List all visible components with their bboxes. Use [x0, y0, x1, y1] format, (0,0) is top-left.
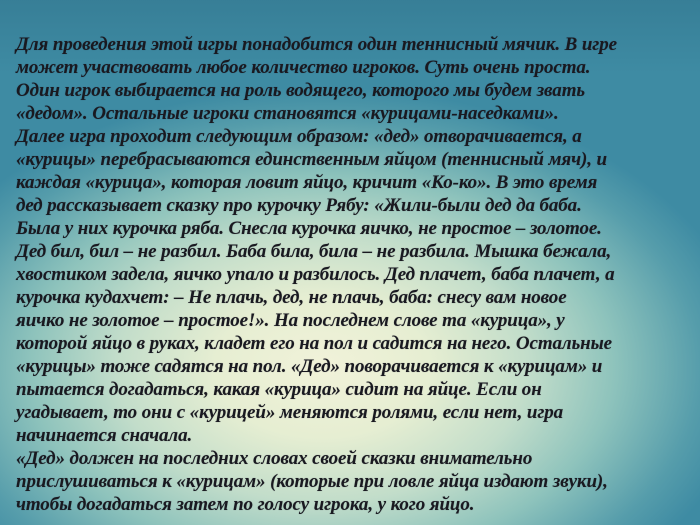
text-line: каждая «курица», которая ловит яйцо, кричит «Ко-ко». В это время: [16, 172, 598, 193]
text-line: «Дед» должен на последних словах своей сказки внимательно: [16, 448, 533, 469]
text-line: Один игрок выбирается на роль водящего, которого мы будем звать: [16, 80, 585, 101]
text-line: которой яйцо в руках, кладет его на пол и садится на него. Остальные: [16, 333, 613, 354]
text-line: курочка кудахчет: – Не плачь, дед, не плачь, баба: снесу вам новое: [16, 287, 567, 308]
text-line: «курицы» тоже садятся на пол. «Дед» поворачивается к «курицам» и: [16, 356, 603, 377]
text-line: Для проведения этой игры понадобится один теннисный мячик. В игре: [16, 34, 617, 55]
text-line: угадывает, то они с «курицей» меняются ролями, если нет, игра: [16, 402, 564, 423]
text-line: яичко не золотое – простое!». На последнем слове та «курица», у: [16, 310, 565, 331]
text-line: начинается сначала.: [16, 425, 193, 446]
slide-text-block: [16, 33, 694, 516]
text-line: Далее игра проходит следующим образом: «дед» отворачивается, а: [16, 126, 582, 147]
text-line: может участвовать любое количество игроков. Суть очень проста.: [16, 57, 591, 78]
text-line: хвостиком задела, яичко упало и разбилось. Дед плачет, баба плачет, а: [16, 264, 615, 285]
text-line: Была у них курочка ряба. Снесла курочка яичко, не простое – золотое.: [16, 218, 602, 239]
text-line: «курицы» перебрасываются единственным яйцом (теннисный мяч), и: [16, 149, 607, 170]
text-line: пытается догадаться, какая «курица» сидит на яйце. Если он: [16, 379, 542, 400]
text-line: чтобы догадаться затем по голосу игрока, у кого яйцо.: [16, 494, 475, 515]
text-line: дед рассказывает сказку про курочку Рябу: «Жили-были дед да баба.: [16, 195, 582, 216]
text-line: Дед бил, бил – не разбил. Баба била, била – не разбила. Мышка бежала,: [16, 241, 612, 262]
text-line: «дедом». Остальные игроки становятся «курицами-наседками».: [16, 103, 559, 124]
text-line: прислушиваться к «курицам» (которые при ловле яйца издают звуки),: [16, 471, 608, 492]
